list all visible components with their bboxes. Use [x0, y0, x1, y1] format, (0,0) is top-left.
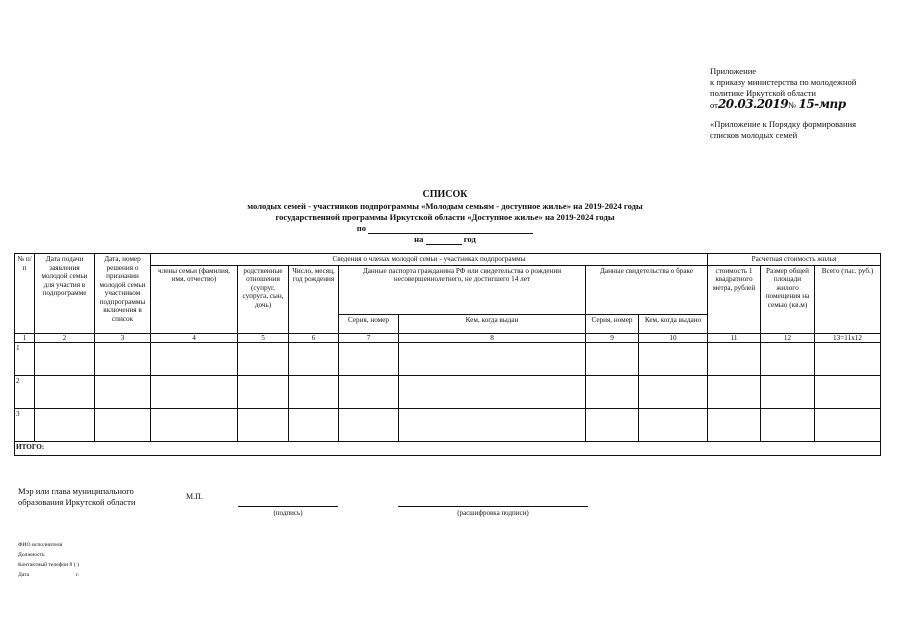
table-cell [95, 409, 151, 442]
god-label: год [463, 234, 476, 244]
title-subtitle: молодых семей - участников подпрограммы «Молодым семьям - доступное жилье» на 2019-2024 годы [247, 201, 643, 211]
row-number: 3 [15, 409, 35, 442]
po-label: по [356, 223, 367, 233]
table-cell [238, 409, 289, 442]
table-cell [289, 409, 339, 442]
signature-line: (подпись) [238, 506, 338, 517]
header-decision: Дата, номер решения о признании молодой семьи участником подпрограммы включения в список [95, 254, 151, 334]
column-number: 4 [151, 333, 238, 343]
header-marriage: Данные свидетельства о браке [586, 265, 708, 314]
families-table [14, 253, 881, 456]
appendix-line: к приказу министерства по молодежной [710, 77, 857, 87]
title-main: СПИСОК [422, 189, 468, 200]
header-marriage-series: Серия, номер [586, 314, 639, 333]
appendix-from: от [710, 100, 718, 110]
header-relation: родственные отношения (супруг, супруга, сын, дочь) [238, 265, 289, 333]
table-cell [35, 376, 95, 409]
executor-position: Должность [18, 552, 45, 558]
table-cell [761, 376, 815, 409]
column-number: 9 [586, 333, 639, 343]
table-cell [708, 376, 761, 409]
column-number: 1 [15, 333, 35, 343]
header-passport-issued: Кем, когда выдан [399, 314, 586, 333]
appendix-line: Приложение [710, 66, 757, 76]
table-cell [815, 343, 881, 376]
column-number: 6 [289, 333, 339, 343]
table-cell [289, 376, 339, 409]
header-passport: Данные паспорта гражданина РФ или свидетельства о рождении несовершеннолетнего, не достигшего 14 лет [339, 265, 586, 314]
column-number: 13=11x12 [815, 333, 881, 343]
table-cell [95, 343, 151, 376]
document-title [200, 188, 690, 245]
table-cell [708, 343, 761, 376]
table-cell [35, 409, 95, 442]
header-marriage-issued: Кем, когда выдано [639, 314, 708, 333]
header-housing-cost: Расчетная стоимость жилья [708, 254, 881, 266]
table-cell [399, 343, 586, 376]
executor-date-row [18, 570, 79, 580]
appendix-number-sign: № [788, 100, 797, 110]
header-total: Всего (тыс. руб.) [815, 265, 881, 333]
table-cell [151, 409, 238, 442]
table-cell [708, 409, 761, 442]
po-blank [368, 224, 533, 234]
table-cell [339, 409, 399, 442]
table-row [15, 376, 881, 409]
table-cell [399, 409, 586, 442]
title-po-line [200, 223, 690, 234]
signer-title: образования Иркутской области [18, 497, 136, 507]
table-cell [151, 343, 238, 376]
column-number: 5 [238, 333, 289, 343]
header-area: Размер общей площади жилого помещения на семью (кв.м) [761, 265, 815, 333]
table-cell [639, 376, 708, 409]
table-cell [761, 409, 815, 442]
table-cell [586, 409, 639, 442]
table-cell [639, 343, 708, 376]
header-birth-date: Число, месяц, год рождения [289, 265, 339, 333]
appendix-line: политике Иркутской области [710, 88, 816, 98]
table-cell [95, 376, 151, 409]
appendix-line: списков молодых семей [710, 130, 798, 140]
column-number: 7 [339, 333, 399, 343]
total-row [15, 442, 881, 456]
column-number: 3 [95, 333, 151, 343]
handwritten-date: 20.03.2019 [717, 97, 789, 111]
table-cell [399, 376, 586, 409]
column-number-row [15, 333, 881, 343]
executor-phone: Контактный телефон 8 ( ) [18, 562, 79, 568]
handwritten-number: 15-мпр [798, 97, 846, 111]
executor-block [18, 540, 79, 580]
column-number: 2 [35, 333, 95, 343]
table-cell [35, 343, 95, 376]
stamp-place: М.П. [186, 492, 203, 501]
appendix-line: «Приложение к Порядку формирования [710, 119, 857, 129]
header-members: члены семьи (фамилия, имя, отчество) [151, 265, 238, 333]
table-cell [289, 343, 339, 376]
table-cell [339, 343, 399, 376]
table-cell [238, 376, 289, 409]
column-number: 8 [399, 333, 586, 343]
table-cell [639, 409, 708, 442]
table-cell [586, 343, 639, 376]
total-label: ИТОГО: [15, 442, 881, 456]
row-number: 2 [15, 376, 35, 409]
table-cell [151, 376, 238, 409]
table-cell [815, 376, 881, 409]
table-cell [238, 343, 289, 376]
row-number: 1 [15, 343, 35, 376]
header-sqm-cost: стоимость 1 квадратного метра, рублей [708, 265, 761, 333]
appendix-block [710, 66, 895, 141]
year-suffix: г. [75, 572, 80, 578]
column-number: 11 [708, 333, 761, 343]
title-year-line [200, 234, 690, 245]
table-cell [815, 409, 881, 442]
signature-decode-line: (расшифровка подписи) [398, 506, 588, 517]
table-cell [761, 343, 815, 376]
title-subtitle: государственной программы Иркутской области «Доступное жилье» на 2019-2024 годы [275, 212, 615, 222]
table-row [15, 343, 881, 376]
header-passport-series: Серия, номер [339, 314, 399, 333]
table-cell [339, 376, 399, 409]
executor-date: Дата [18, 572, 30, 578]
header-application-date: Дата подачи заявления молодой семьи для участия в подпрограмме [35, 254, 95, 334]
year-blank [426, 235, 462, 245]
table-row [15, 409, 881, 442]
column-number: 12 [761, 333, 815, 343]
executor-name: ФИО исполнителя [18, 542, 63, 548]
signer-title: Мэр или глава муниципального [18, 486, 134, 496]
column-number: 10 [639, 333, 708, 343]
appendix-date-line [710, 99, 895, 111]
na-label: на [414, 234, 424, 244]
table-cell [586, 376, 639, 409]
header-number: № п/п [15, 254, 35, 334]
header-family-info: Сведения о членах молодой семьи - участниках подпрограммы [151, 254, 708, 266]
signature-block [18, 486, 136, 508]
